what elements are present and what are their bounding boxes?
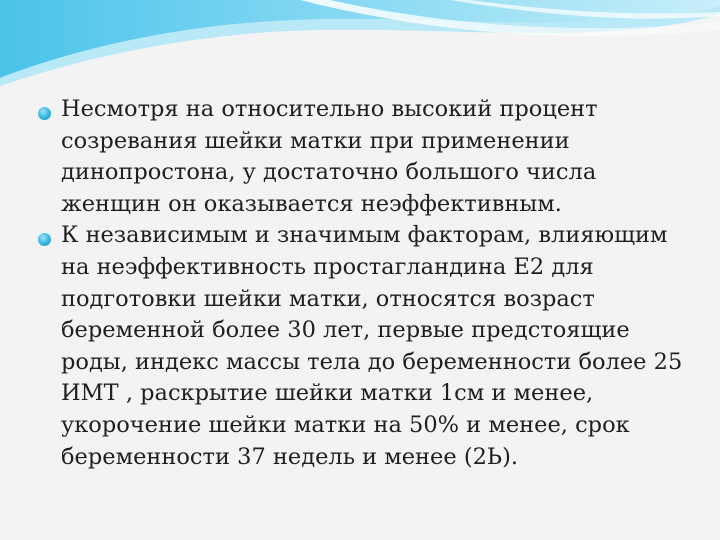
bullet-dot-icon: [38, 233, 51, 246]
bullet-dot-icon: [38, 107, 51, 120]
bullet-item: [36, 220, 696, 473]
bullet-item: [36, 94, 696, 220]
bullet-list: [36, 94, 696, 473]
bullet-text: Несмотря на относительно высокий процент созревания шейки матки при применении динопростона, у достаточно большого числа женщин он оказывается неэффективным.: [61, 96, 598, 217]
bullet-text: К независимым и значимым факторам, влияющим на неэффективность простагландина Е2 для подготовки шейки матки, относятся возраст беременной более 30 лет, первые предстоящие роды, индекс массы тела до беременности более 25 ИМТ , раскрытие шейки матки 1см и менее, укорочение шейки матки на 50% и менее, срок беременности 37 недель и менее (2Ь).: [61, 222, 683, 470]
